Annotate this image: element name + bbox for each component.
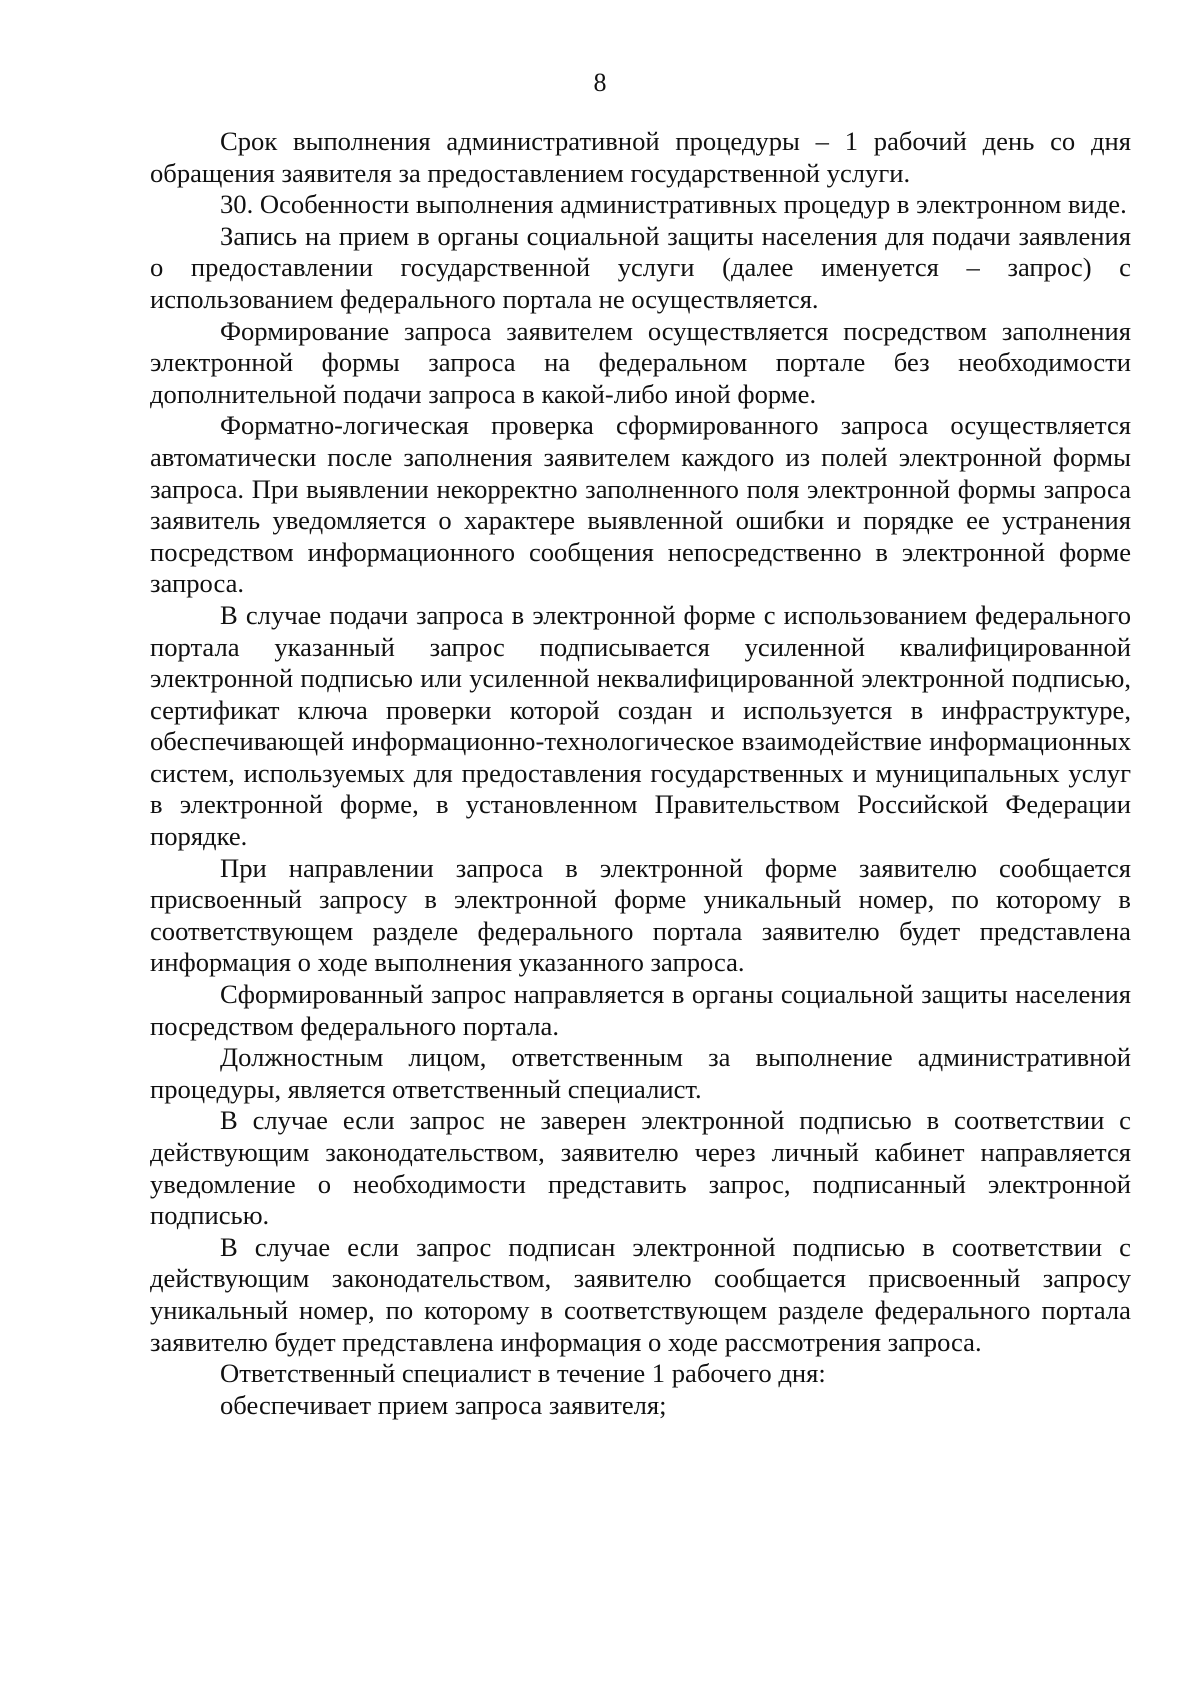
page-number: 8	[593, 68, 607, 97]
document-body	[150, 126, 1131, 1421]
paragraph-duty-item-receive: обеспечивает прием запроса заявителя;	[220, 1389, 667, 1420]
paragraph-procedure-term: Срок выполнения административной процедуры – 1 рабочий день со дня обращения заявителя за предоставлением государственной услуги.	[150, 126, 1131, 188]
paragraph-section-30-heading: 30. Особенности выполнения административных процедур в электронном виде.	[220, 189, 1127, 220]
paragraph-format-logic-check: Форматно-логическая проверка сформированного запроса осуществляется автоматически после заполнения заявителем каждого из полей электронной формы запроса. При выявлении некорректно заполненного поля электронной формы запроса заявитель уведомляется о характере выявленной ошибки и порядке ее устранения посредством информационного сообщения непосредственно в электронной форме запроса.	[150, 410, 1131, 599]
paragraph-request-sending: Сформированный запрос направляется в органы социальной защиты населения посредством федерального портала.	[150, 979, 1131, 1041]
paragraph-request-forming: Формирование запроса заявителем осуществляется посредством заполнения электронной формы запроса на федеральном портале без необходимости дополнительной подачи запроса в какой-либо иной форме.	[150, 315, 1131, 409]
paragraph-unique-number: При направлении запроса в электронной форме заявителю сообщается присвоенный запросу в электронной форме уникальный номер, по которому в соответствующем разделе федерального портала заявителю будет представлена информация о ходе выполнения указанного запроса.	[150, 852, 1131, 978]
paragraph-responsible-person: Должностным лицом, ответственным за выполнение административной процедуры, является ответственный специалист.	[150, 1042, 1131, 1104]
paragraph-signed-request: В случае если запрос подписан электронной подписью в соответствии с действующим законодательством, заявителю сообщается присвоенный запросу уникальный номер, по которому в соответствующем разделе федерального портала заявителю будет представлена информация о ходе рассмотрения запроса.	[150, 1231, 1131, 1357]
paragraph-appointment-booking: Запись на прием в органы социальной защиты населения для подачи заявления о предоставлении государственной услуги (далее именуется – запрос) с использованием федерального портала не осуществляется.	[150, 220, 1131, 314]
paragraph-unsigned-request: В случае если запрос не заверен электронной подписью в соответствии с действующим законодательством, заявителю через личный кабинет направляется уведомление о необходимости представить запрос, подписанный электронной подписью.	[150, 1105, 1131, 1231]
paragraph-electronic-signature: В случае подачи запроса в электронной форме с использованием федерального портала указанный запрос подписывается усиленной квалифицированной электронной подписью или усиленной неквалифицированной электронной подписью, сертификат ключа проверки которой создан и используется в инфраструктуре, обеспечивающей информационно-технологическое взаимодействие информационных систем, используемых для предоставления государственных и муниципальных услуг в электронной форме, в установленном Правительством Российской Федерации порядке.	[150, 599, 1131, 852]
paragraph-specialist-duties: Ответственный специалист в течение 1 рабочего дня:	[220, 1358, 826, 1389]
